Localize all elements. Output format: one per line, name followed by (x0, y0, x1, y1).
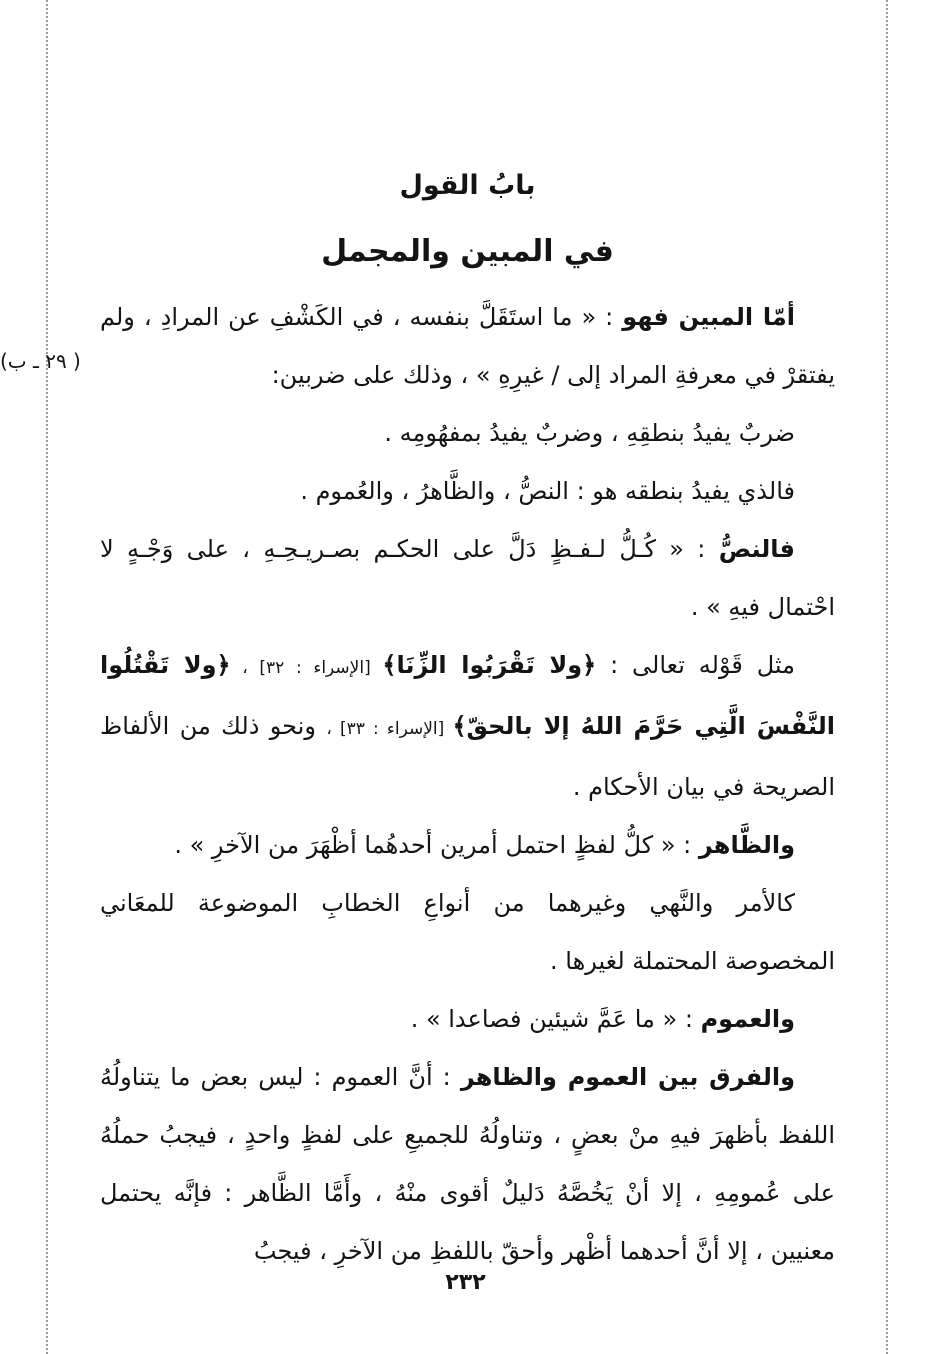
term-mubin: أمّا المبين فهو (622, 303, 795, 331)
paragraph-command-prohibition: كالأمر والنَّهي وغيرهما من أنواعِ الخطابِ الموضوعة للمعَاني المخصوصة المحتملة لغيرها . (100, 889, 835, 975)
example-tail: ونحو ذلك من الألفاظ الصريحة في بيان الأحكام . (100, 712, 835, 801)
example-intro: مثل قَوْله تعالى : (596, 651, 795, 679)
paragraph-mubin (100, 288, 835, 404)
term-difference: والفرق بين العموم والظاهر (460, 1063, 796, 1091)
paragraph-example (100, 636, 835, 816)
definition-zahir: : « كلُّ لفظٍ احتمل أمرين أحدهُما أظْهَرَ من الآخرِ » . (174, 831, 699, 859)
quran-verse-1: ﴿ولا تَقْرَبُوا الزِّنَا﴾ (382, 651, 597, 679)
page-body (100, 288, 835, 1280)
term-nass: فالنصُّ (718, 535, 795, 563)
term-zahir: والظَّاهر (698, 831, 795, 859)
definition-umum: : « ما عَمَّ شيئين فصاعدا » . (410, 1005, 701, 1033)
definition-mubin: : « ما استَقَلَّ بنفسه ، في الكَشْفِ عن المرادِ ، ولم يفتقرْ في معرفةِ المراد إلى / غيرِهِ » ، وذلك على ضربين: (100, 303, 835, 389)
paragraph-by-utterance: فالذي يفيدُ بنطقه هو : النصُّ ، والظَّاهرُ ، والعُموم . (300, 477, 795, 505)
left-dotted-rule (46, 0, 48, 1354)
paragraph-nass (100, 520, 835, 636)
definition-difference: : أنَّ العموم : ليس بعض ما يتناولُهُ اللفظ بأظهرَ فيهِ منْ بعضٍ ، وتناولُهُ للجميعِ على لفظٍ واحدٍ ، فيجبُ حملُهُ على عُمومِهِ ، إلا أنْ يَخُصَّهُ دَليلٌ أقوى منْهُ ، وأَمَّا الظَّاهر : فإنَّه يحتمل معنيين ، إلا أنَّ أحدهما أظْهر وأحقّ باللفظِ من الآخرِ ، فيجبُ (100, 1063, 835, 1265)
paragraph-umum (100, 990, 835, 1048)
manuscript-folio-note: ( ٢٩ ـ ب) (0, 349, 81, 373)
paragraph-zahir (100, 816, 835, 874)
definition-nass: : « كُـلُّ لـفـظٍ دَلَّ على الحكـم بصـريـحِـهِ ، على وَجْـهٍ لا احْتمال فيهِ » . (100, 535, 835, 621)
chapter-subtitle: في المبين والمجمل (321, 234, 614, 269)
verse-reference-1: [الإسراء : ٣٢] ، (230, 658, 383, 678)
verse-reference-2: [الإسراء : ٣٣] ، (326, 719, 453, 739)
term-umum: والعموم (700, 1005, 795, 1033)
paragraph-two-kinds: ضربٌ يفيدُ بنطقِهِ ، وضربٌ يفيدُ بمفهُومِه . (384, 419, 795, 447)
paragraph-difference (100, 1048, 835, 1280)
right-dotted-rule (886, 0, 888, 1354)
quran-verse-2: ﴿ولا تَقْتُلُوا النَّفْسَ الَّتِي حَرَّمَ اللهُ إلا بالحقّ﴾ (100, 651, 836, 740)
page-number: ٢٣٢ (445, 1270, 486, 1295)
chapter-title: بابُ القول (399, 170, 536, 201)
